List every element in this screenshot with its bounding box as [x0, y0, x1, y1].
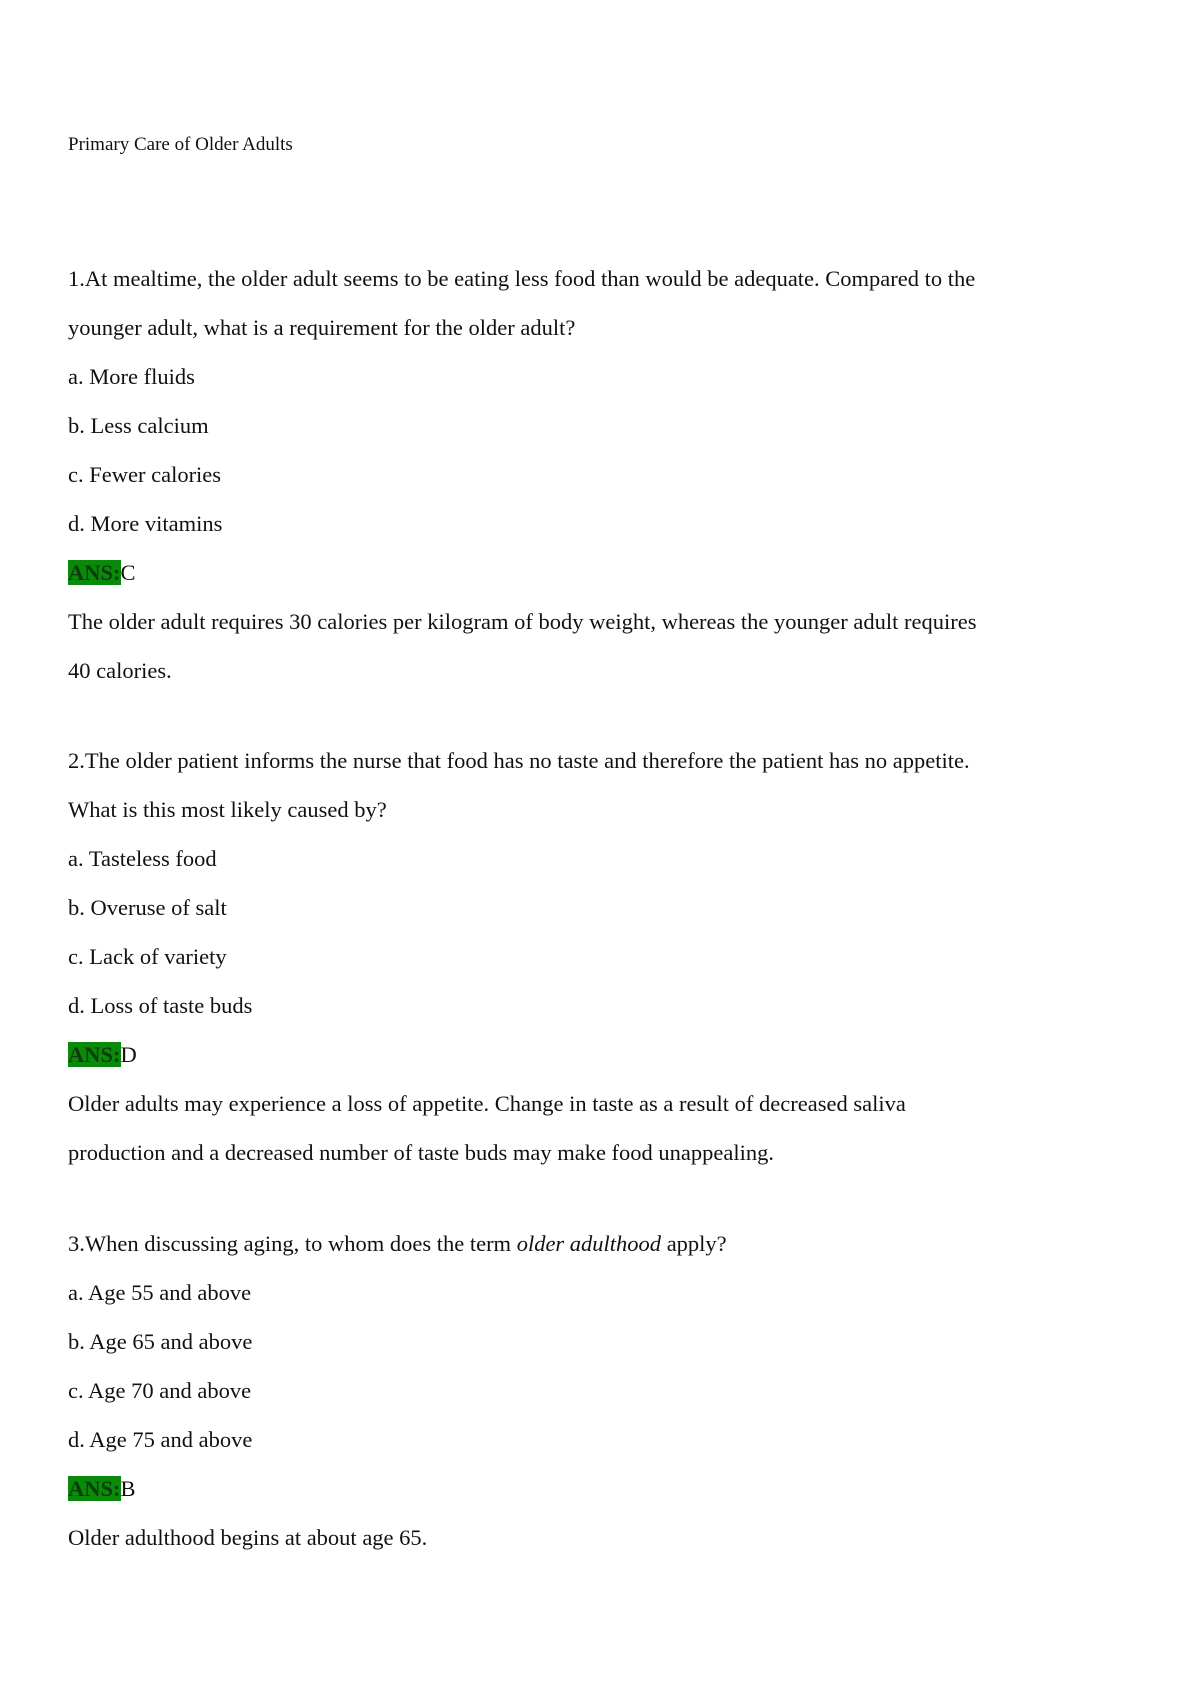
answer-value: C — [120, 560, 136, 585]
answer-value: D — [120, 1042, 137, 1067]
answer-option-c: c. Lack of variety — [68, 944, 227, 969]
rationale-line: Older adulthood begins at about age 65. — [68, 1525, 428, 1550]
answer-option-d: d. Age 75 and above — [68, 1427, 253, 1452]
answer-value: B — [120, 1476, 136, 1501]
answer-option-a: a. Tasteless food — [68, 846, 217, 871]
stem-text: apply? — [661, 1231, 727, 1256]
answer-label: ANS: — [68, 1042, 121, 1067]
question-stem-line: 2.The older patient informs the nurse that food has no taste and therefore the patient has no appetite. — [68, 748, 970, 773]
answer-option-a: a. More fluids — [68, 364, 195, 389]
answer-option-d: d. More vitamins — [68, 511, 223, 536]
answer-label: ANS: — [68, 1476, 121, 1501]
question-1 — [68, 264, 1068, 705]
question-stem-line: 1.At mealtime, the older adult seems to be eating less food than would be adequate. Compared to the — [68, 266, 976, 291]
answer-key — [68, 558, 1068, 607]
answer-option-b: b. Age 65 and above — [68, 1329, 253, 1354]
answer-option-c: c. Age 70 and above — [68, 1378, 252, 1403]
answer-option-b: b. Overuse of salt — [68, 895, 227, 920]
answer-option-d: d. Loss of taste buds — [68, 993, 253, 1018]
answer-label: ANS: — [68, 560, 121, 585]
rationale-line: The older adult requires 30 calories per kilogram of body weight, whereas the younger adult requires — [68, 609, 977, 634]
question-stem-line — [68, 1229, 1068, 1278]
question-3 — [68, 1229, 1068, 1572]
answer-option-b: b. Less calcium — [68, 413, 209, 438]
answer-key — [68, 1040, 1068, 1089]
stem-text: 3.When discussing aging, to whom does the term — [68, 1231, 517, 1256]
stem-emphasis: older adulthood — [516, 1231, 662, 1256]
rationale-line: 40 calories. — [68, 658, 172, 683]
document-title: Primary Care of Older Adults — [68, 134, 293, 155]
rationale-line: Older adults may experience a loss of appetite. Change in taste as a result of decreased saliva — [68, 1091, 906, 1116]
question-stem-line: What is this most likely caused by? — [68, 797, 387, 822]
answer-option-a: a. Age 55 and above — [68, 1280, 252, 1305]
answer-key — [68, 1474, 1068, 1523]
answer-option-c: c. Fewer calories — [68, 462, 222, 487]
question-stem-line: younger adult, what is a requirement for the older adult? — [68, 315, 576, 340]
question-2 — [68, 746, 1068, 1187]
rationale-line: production and a decreased number of taste buds may make food unappealing. — [68, 1140, 775, 1165]
